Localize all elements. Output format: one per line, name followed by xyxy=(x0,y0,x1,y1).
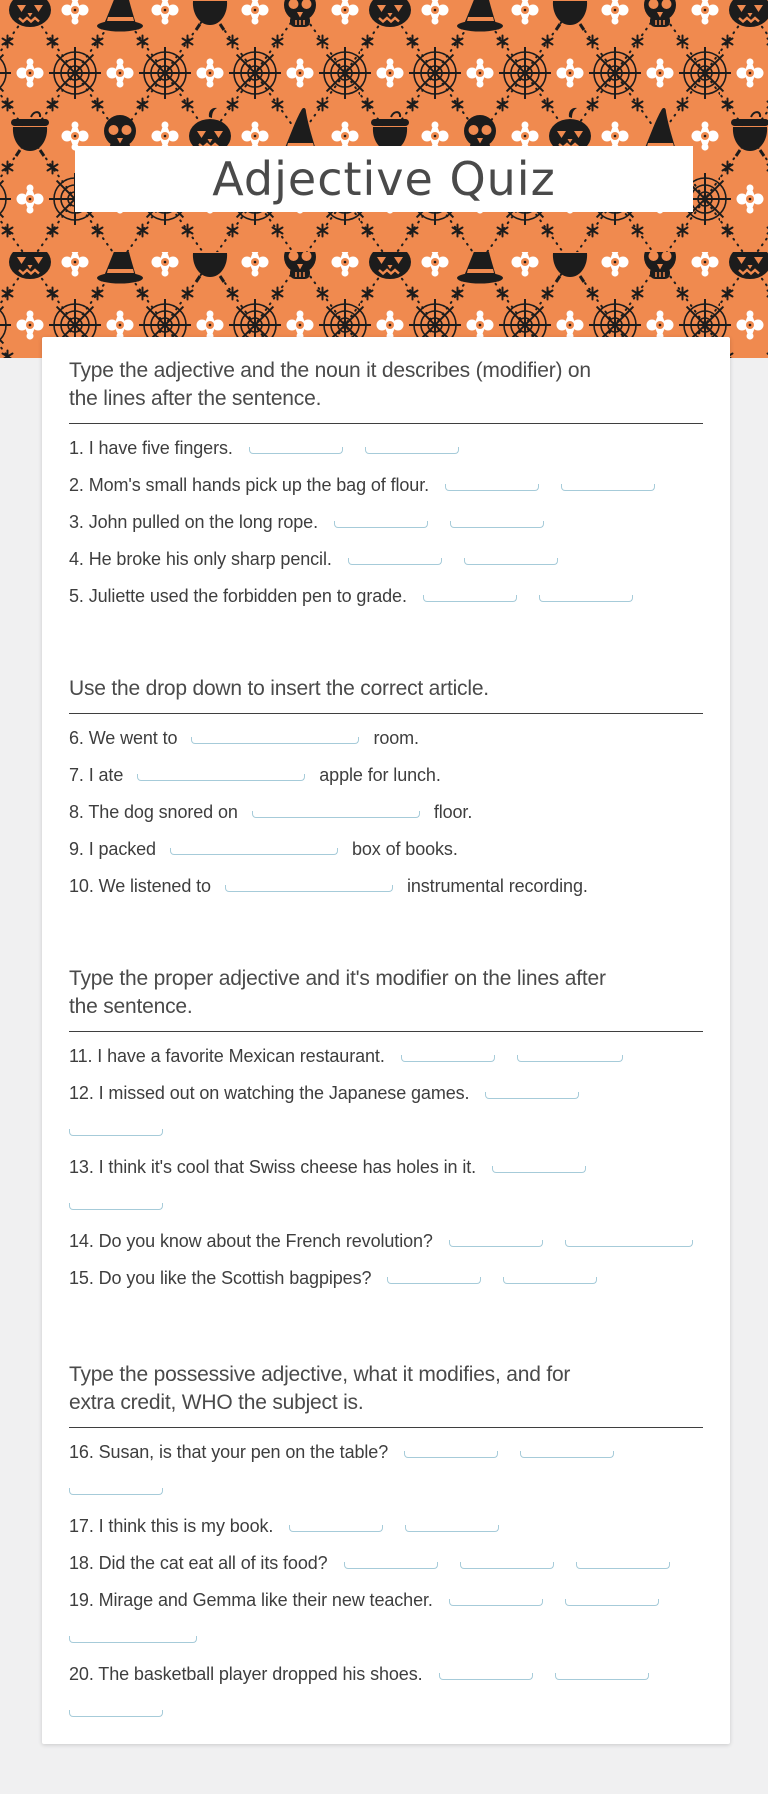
section-adjective-noun xyxy=(69,357,703,615)
item-text: 19. Mirage and Gemma like their new teacher. xyxy=(69,1590,433,1610)
answer-blank[interactable] xyxy=(561,484,655,491)
section-heading: extra credit, WHO the subject is. xyxy=(69,1391,364,1414)
answer-blank[interactable] xyxy=(445,484,539,491)
item-text: room. xyxy=(373,728,419,748)
item-text: 8. The dog snored on xyxy=(69,802,238,822)
item-text: 11. I have a favorite Mexican restaurant. xyxy=(69,1046,385,1066)
title-banner xyxy=(75,146,693,212)
item-text: apple for lunch. xyxy=(319,765,441,785)
section-heading: Type the possessive adjective, what it modifies, and for xyxy=(69,1363,571,1386)
item-text: instrumental recording. xyxy=(406,876,588,896)
article-dropdown[interactable] xyxy=(137,774,305,781)
section-divider xyxy=(69,423,703,424)
answer-blank[interactable] xyxy=(69,1129,163,1136)
item-text: 6. We went to xyxy=(69,728,178,748)
quiz-item xyxy=(69,430,703,467)
article-dropdown[interactable] xyxy=(170,848,338,855)
quiz-item xyxy=(69,1508,703,1545)
item-text: floor. xyxy=(433,802,473,822)
quiz-item xyxy=(69,1260,703,1297)
item-text: 14. Do you know about the French revolution? xyxy=(69,1231,433,1251)
item-text: 12. I missed out on watching the Japanese games. xyxy=(69,1083,470,1103)
quiz-item xyxy=(69,757,703,794)
quiz-item xyxy=(69,794,703,831)
answer-blank[interactable] xyxy=(365,447,459,454)
quiz-item xyxy=(69,1149,703,1223)
quiz-item xyxy=(69,578,703,615)
answer-blank[interactable] xyxy=(520,1451,614,1458)
quiz-item xyxy=(69,1434,703,1508)
section-possessive-adjective xyxy=(69,1361,703,1730)
answer-blank[interactable] xyxy=(555,1673,649,1680)
item-text: 13. I think it's cool that Swiss cheese has holes in it. xyxy=(69,1157,477,1177)
answer-blank[interactable] xyxy=(69,1488,163,1495)
answer-blank[interactable] xyxy=(423,595,517,602)
article-dropdown[interactable] xyxy=(252,811,420,818)
item-text: 18. Did the cat eat all of its food? xyxy=(69,1553,328,1573)
answer-blank[interactable] xyxy=(460,1562,554,1569)
answer-blank[interactable] xyxy=(449,1599,543,1606)
answer-blank[interactable] xyxy=(69,1710,163,1717)
answer-blank[interactable] xyxy=(348,558,442,565)
answer-blank[interactable] xyxy=(334,521,428,528)
answer-blank[interactable] xyxy=(289,1525,383,1532)
item-text: 4. He broke his only sharp pencil. xyxy=(69,549,332,569)
quiz-item xyxy=(69,1656,703,1730)
answer-blank[interactable] xyxy=(404,1451,498,1458)
worksheet-card xyxy=(42,337,730,1744)
page-title: Adjective Quiz xyxy=(212,152,556,206)
item-text: 2. Mom's small hands pick up the bag of flour. xyxy=(69,475,430,495)
section-articles-dropdown xyxy=(69,675,703,905)
section-heading: Type the adjective and the noun it describes (modifier) on xyxy=(69,359,591,382)
quiz-item xyxy=(69,831,703,868)
item-text: 16. Susan, is that your pen on the table? xyxy=(69,1442,389,1462)
answer-blank[interactable] xyxy=(464,558,558,565)
answer-blank[interactable] xyxy=(344,1562,438,1569)
quiz-item xyxy=(69,1582,703,1656)
item-text: 1. I have five fingers. xyxy=(69,438,233,458)
answer-blank[interactable] xyxy=(485,1092,579,1099)
item-text: 20. The basketball player dropped his shoes. xyxy=(69,1664,423,1684)
answer-blank[interactable] xyxy=(492,1166,586,1173)
item-text: box of books. xyxy=(351,839,458,859)
answer-blank[interactable] xyxy=(565,1240,693,1247)
quiz-item xyxy=(69,467,703,504)
section-heading: Use the drop down to insert the correct article. xyxy=(69,677,489,700)
answer-blank[interactable] xyxy=(69,1203,163,1210)
quiz-item xyxy=(69,720,703,757)
section-proper-adjective xyxy=(69,965,703,1297)
quiz-item xyxy=(69,1038,703,1075)
section-heading: the sentence. xyxy=(69,995,193,1018)
item-text: 3. John pulled on the long rope. xyxy=(69,512,318,532)
quiz-item xyxy=(69,1223,703,1260)
answer-blank[interactable] xyxy=(387,1277,481,1284)
answer-blank[interactable] xyxy=(69,1636,197,1643)
answer-blank[interactable] xyxy=(401,1055,495,1062)
section-divider xyxy=(69,1427,703,1428)
section-heading: the lines after the sentence. xyxy=(69,387,322,410)
item-text: 9. I packed xyxy=(69,839,156,859)
item-text: 5. Juliette used the forbidden pen to grade. xyxy=(69,586,407,606)
article-dropdown[interactable] xyxy=(225,885,393,892)
item-text: 10. We listened to xyxy=(69,876,211,896)
answer-blank[interactable] xyxy=(249,447,343,454)
section-divider xyxy=(69,713,703,714)
answer-blank[interactable] xyxy=(565,1599,659,1606)
section-divider xyxy=(69,1031,703,1032)
item-text: 17. I think this is my book. xyxy=(69,1516,274,1536)
quiz-item xyxy=(69,504,703,541)
answer-blank[interactable] xyxy=(450,521,544,528)
article-dropdown[interactable] xyxy=(191,737,359,744)
answer-blank[interactable] xyxy=(405,1525,499,1532)
quiz-item xyxy=(69,1075,703,1149)
answer-blank[interactable] xyxy=(539,595,633,602)
quiz-item xyxy=(69,541,703,578)
answer-blank[interactable] xyxy=(439,1673,533,1680)
answer-blank[interactable] xyxy=(576,1562,670,1569)
quiz-item xyxy=(69,1545,703,1582)
item-text: 15. Do you like the Scottish bagpipes? xyxy=(69,1268,372,1288)
answer-blank[interactable] xyxy=(503,1277,597,1284)
section-heading: Type the proper adjective and it's modifier on the lines after xyxy=(69,967,606,990)
quiz-item xyxy=(69,868,703,905)
answer-blank[interactable] xyxy=(517,1055,623,1062)
answer-blank[interactable] xyxy=(449,1240,543,1247)
item-text: 7. I ate xyxy=(69,765,124,785)
